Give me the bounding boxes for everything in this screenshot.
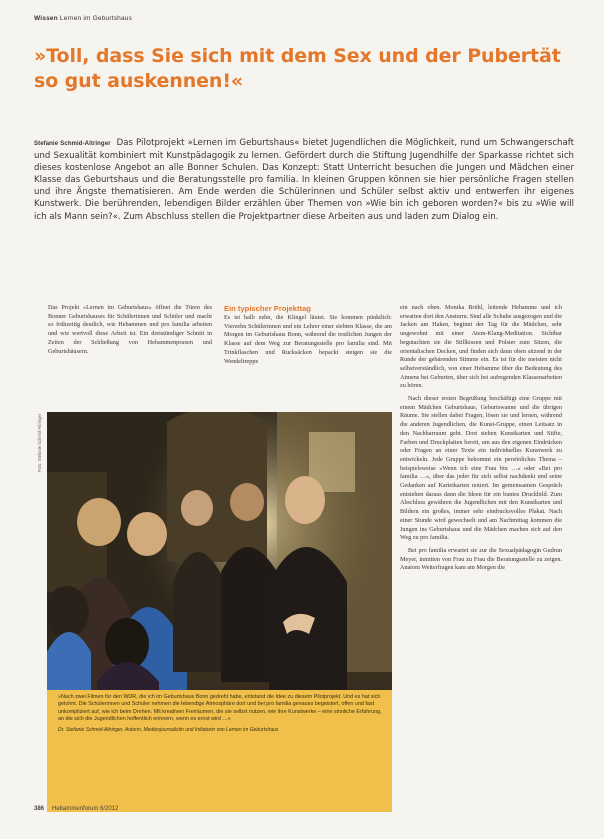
page-footer — [34, 806, 118, 812]
column-middle — [224, 304, 392, 366]
person-head — [127, 512, 167, 556]
page-number: 386 — [34, 806, 45, 812]
rubric-section: Wissen — [34, 15, 58, 22]
publication-issue: Hebammenforum 6/2012 — [52, 806, 119, 812]
photo-credit: Foto: Stefanie Schmid-Altringer — [37, 413, 42, 472]
subheading-projekttag: Ein typischer Projekttag — [224, 304, 311, 313]
column-right-paragraph-3: Bei pro familia erwartet sie zur die Sexualpädagogin Gudrun Meyer, inmitten von Frau zu Frau die Beratungsstelle zu zeigen. Anatom Weiterfragen kam am Morgen die — [400, 546, 562, 572]
author-name: Stefanie Schmid-Altringer — [34, 141, 111, 147]
photo-caption-box — [47, 690, 392, 812]
article-headline: »Toll, dass Sie sich mit dem Sex und der Pubertät so gut auskennen!« — [34, 45, 561, 92]
column-right-paragraph-2: Nach dieser ersten Begrüßung beschäftigt eine Gruppe mit einem Mädchen Geburtshaus, Geburtswanne und die übrigen Räume. Sie stellen dabei Fragen, lösen sie und lernen, während die anderen Jugendlichen, die Kunst-Gruppe, einen Leitsatz in den Nachbarraum geht. Dort stehen Kunstkarten und Stifte, Farben und Druckplatten bereit, um aus den eigenen Eindrücken oder Fragen an einer Texte ein individuelles Kunstwerk zu entwickeln. Jede Gruppe bekommt ein persönliches Thema – beispielsweise »Wenn ich eine Frau bin …« oder »Bei pro familia …«, über das jeder für sich selbst nachdenkt und seine Gedanken auf Karteikarten notiert. Im gemeinsamen Gespräch entstehen daraus dann die Ideen für ein buntes Druckbild. Zum Abschluss gewähren die Jugendlichen mit den Kunstkarten und Bildern ein großes, immer sehr eindrucksvolles Plakat. Nach einer Stunde wird gewechselt und am Nachmittag kommen die Jungen ins Geburtshaus und die Mädchen machen sich auf den Weg zu pro familia. — [400, 395, 562, 542]
section-rubric — [34, 15, 132, 22]
column-right-paragraph-1: ein nach oben. Monika Brühl, leitende Hebamme und ich erwarten dort den Ansturm. Sind alle Schuhe ausgezogen und die Jacken am Haken, beginnt der Tag für die Mädchen, sehr ungewohnt mit einer Atem-Klang-Meditation. Sichtbar begutachten sie die Stillkissen und Polster zum Sitzen, die orientalischen Decken, und finden sich dann oben sitzend in der Runde der gebärenden Stimme ein. Es ist für die meisten nicht selbstverständlich, von einer Hebamme über die Bedeutung des Atmens bei Geburten, über sich bei aufregenden Klassenarbeiten zu hören. — [400, 304, 562, 390]
column-right — [400, 304, 562, 573]
column-middle-paragraph: Es ist halb zehn, die Klingel läutet. Sie kommen pünktlich: Vierzehn Schülerinnen und ein Lehrer einer siebten Klasse, die am Morgen im Geburtshaus Bonn, während die restlichen Jungen der Klasse auf dem Weg zur Beratungsstelle pro familia sind. Mit Trinkflaschen und Rucksäcken bepackt steigen sie die Wendeltreppe — [224, 314, 392, 365]
person-head — [77, 498, 121, 546]
caption-attribution: Dr. Stefanie Schmid-Altringer, Autorin, Medienjournalistin und Initiatorin von Lernen im Geburtshaus — [58, 726, 279, 733]
rubric-topic: Lernen im Geburtshaus — [59, 15, 133, 22]
lead-text: Das Pilotprojekt »Lernen im Geburtshaus« bietet Jugendlichen die Möglichkeit, rund um Schwangerschaft und Sexualität kombiniert mit Kunstpädagogik zu lernen. Gefördert durch die Stiftung Jugendhilfe der Sparkasse richtet sich dieses kostenlose Angebot an alle Bonner Schulen. Das Konzept: Statt Unterricht besuchen die Jungen und Mädchen einer Klasse das Geburtshaus und die Beratungsstelle pro familia. In kleinen Gruppen können sie hier persönliche Fragen stellen und ihre Ängste thematisieren. Am Ende werden die Schülerinnen und Schüler selbst aktiv und entwerfen ihr eigenes Kunstwerk. Die berührenden, lebendigen Bilder erzählen über Themen von »Wie bin ich geboren worden?« bis zu »Wie will ich als Mann sein?«. Zum Abschluss stellen die Projektpartner diese Arbeiten aus und laden zum Dialog ein. — [34, 138, 574, 222]
column-left — [48, 304, 212, 356]
column-left-paragraph: Das Projekt »Lernen im Geburtshaus« öffnet die Türen des Bonner Geburtshauses für Schülerinnen und Schüler und macht so frühzeitig deutlich, wie Hebammen und pro familia arbeiten und wie wertvoll diese Arbeit ist. Ein dreistündiger Schnitt in Zeiten der Schließung von Hebammenpraxen und Geburtshäusern. — [48, 304, 212, 355]
caption-quote: »Nach zwei Filmen für den WDR, die ich im Geburtshaus Bonn gedreht habe, entstand die Idee zu diesem Pilotprojekt. Und es hat sich gelohnt. Die Schülerinnen und Schüler nehmen die lebendige Atmosphäre dort und bei pro familia genauso begeistert, offen und fast unkompliziert auf, wie ich beim Drehen. Mit kreativen Freiräumen, die sie selbst nutzen, wie ihre Kunstwerke – eine sinnliche Erfahrung, an die sich die Jugendlichen hoffentlich erinnern, wenn es ernst wird …« — [58, 694, 382, 723]
person-head — [285, 476, 325, 524]
article-lead — [34, 137, 574, 223]
